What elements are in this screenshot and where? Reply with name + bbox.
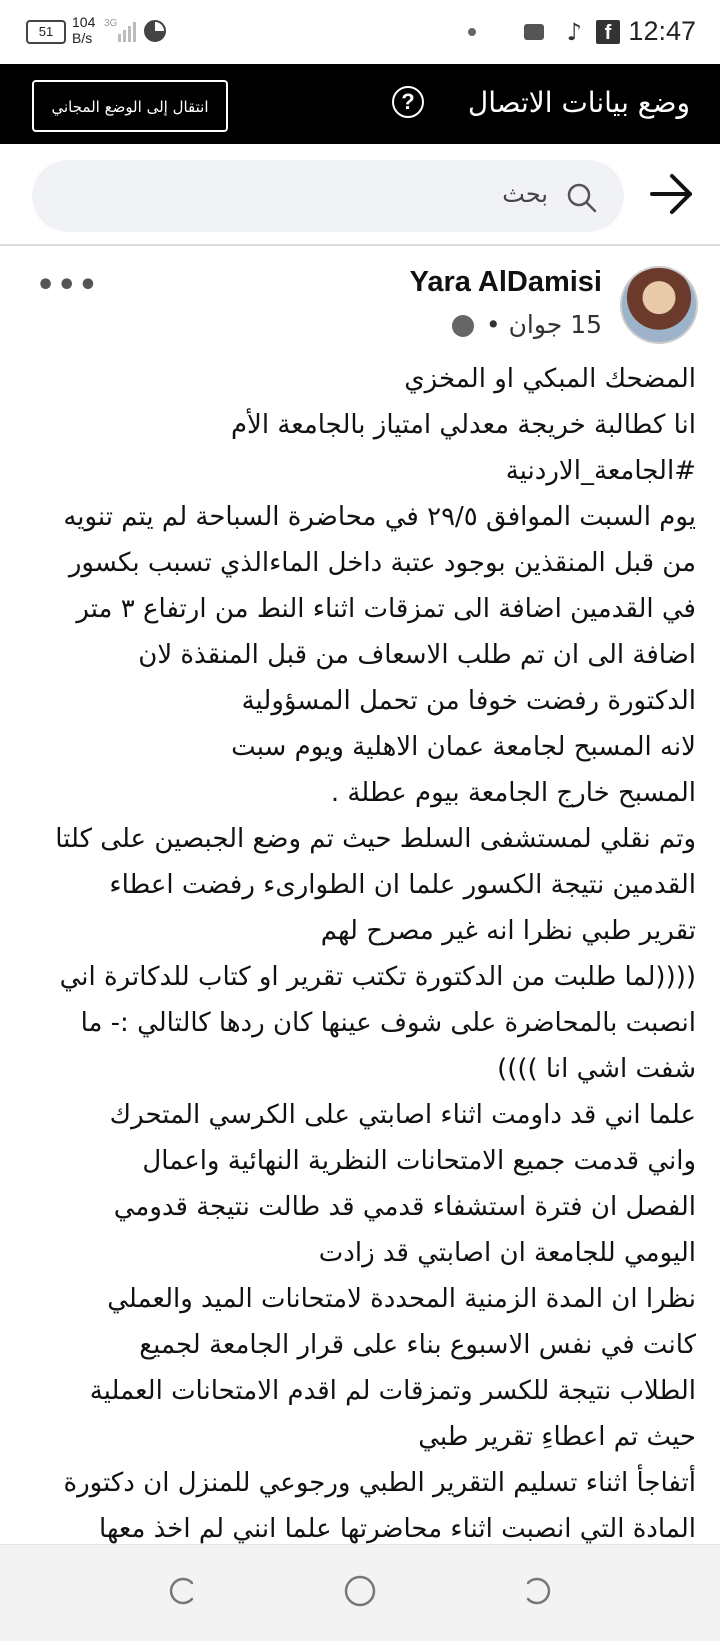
post-line: حيث تم اعطاءِ تقرير طبي [418,1422,696,1452]
search-input[interactable] [32,160,624,232]
post-line: علما اني قد داومت اثناء اصابتي على الكرسي المتحرك [109,1100,696,1130]
message-icon [524,24,544,40]
dot-icon [468,28,476,36]
search-row [0,144,720,246]
avatar[interactable] [620,266,698,344]
post-line: في القدمين اضافة الى تمزقات اثناء النط من ارتفاع ٣ متر [76,594,696,624]
tiktok-icon: ♪ [566,18,582,46]
post-line: لانه المسبح لجامعة عمان الاهلية ويوم سبت [231,732,696,762]
post-author[interactable]: Yara AlDamisi [409,266,602,298]
status-bar [0,0,720,64]
search-icon [564,180,600,216]
data-mode-banner [0,64,720,144]
post-line: واني قدمت جميع الامتحانات النظرية النهائية واعمال [142,1146,696,1176]
post-line: انصبت بالمحاضرة على شوف عينها كان ردها كالتالي :- ما [80,1008,696,1038]
post-line: الفصل ان فترة استشفاء قدمي قد طالت نتيجة قدومي [113,1192,696,1222]
post-line: انا كطالبة خريجة معدلي امتياز بالجامعة الأم [230,410,696,440]
post-line: الدكتورة رفضت خوفا من تحمل المسؤولية [241,686,696,716]
search-placeholder: بحث [502,180,548,208]
home-icon[interactable] [342,1573,378,1609]
post-body [24,356,696,1552]
more-options-icon[interactable]: ••• [36,268,100,303]
post-line: ((((لما طلبت من الدكتورة تكتب تقرير او كتاب للدكاترة اني [59,962,696,992]
post-line: أتفاجأ اثناء تسليم التقرير الطبي ورجوعي للمنزل ان دكتورة [63,1468,696,1498]
post-line: وتم نقلي لمستشفى السلط حيث تم وضع الجبصين على كلتا [55,824,696,854]
network-speed: 104 B/s [72,14,96,46]
post-date[interactable]: 15 جوان [508,310,602,339]
network-type: 3G [104,18,118,29]
clock: 12:47 [628,16,696,46]
post-line: يوم السبت الموافق ٢٩/٥ في محاضرة السباحة لم يتم تنويه [63,502,696,532]
post-line: كانت في نفس الاسبوع بناء على قرار الجامعة لجميع [139,1330,696,1360]
battery-icon: 51 [26,20,66,44]
data-mode-title: وضع بيانات الاتصال [467,86,690,119]
globe-icon [452,315,474,337]
post-line: المضحك المبكي او المخزي [404,364,696,394]
post-line: تقرير طبي نظرا انه غير مصرح لهم [320,916,696,946]
hashtag-link[interactable]: #الجامعة_الاردنية [505,456,696,486]
post-line: القدمين نتيجة الكسور علما ان الطوارىء رفضت اعطاء [109,870,696,900]
data-usage-icon [144,20,166,42]
post-line: من قبل المنقذين بوجود عتبة داخل الماءالذي تسبب بكسور [68,548,696,578]
navigation-bar [0,1544,720,1641]
switch-free-mode-button[interactable]: انتقال إلى الوضع المجاني [32,80,228,132]
facebook-icon: f [596,20,620,44]
post-line: الطلاب نتيجة للكسر وتمزقات لم اقدم الامتحانات العملية [89,1376,696,1406]
back-icon[interactable] [518,1573,554,1609]
post-line: المسبح خارج الجامعة بيوم عطلة . [330,778,696,808]
help-icon[interactable]: ? [392,86,424,118]
post-line: اليومي للجامعة ان اصابتي قد زادت [318,1238,696,1268]
post-line: شفت اشي انا )))) [497,1054,696,1084]
post-line: نظرا ان المدة الزمنية المحددة لامتحانات الميد والعملي [107,1284,696,1314]
separator: • [485,310,501,339]
recent-apps-icon[interactable] [166,1573,202,1609]
post-line: اضافة الى ان تم طلب الاسعاف من قبل المنقذة لان [138,640,696,670]
signal-icon [118,22,138,42]
post-meta [452,310,602,339]
back-arrow-icon[interactable] [648,172,694,216]
post-line: المادة التي انصبت اثناء محاضرتها علما انني لم اخذ معها [99,1514,696,1544]
